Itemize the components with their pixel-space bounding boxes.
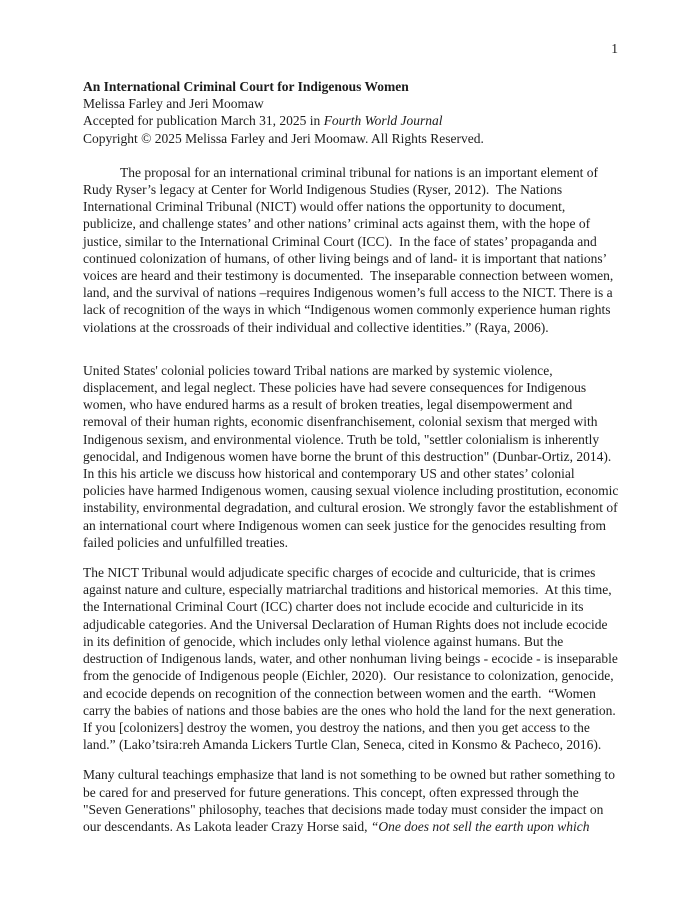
acceptance-line	[83, 112, 619, 129]
copyright-line: Copyright © 2025 Melissa Farley and Jeri Moomaw. All Rights Reserved.	[83, 130, 484, 146]
crazy-horse-quote: “One does not sell the earth upon which	[370, 818, 590, 834]
paragraph-cultural-teachings	[83, 766, 619, 835]
authors-line: Melissa Farley and Jeri Moomaw	[83, 96, 264, 112]
paragraph-tribunal-proposal: The proposal for an international criminal tribunal for nations is an important element of Rudy Ryser’s legacy at Center for World Indigenous Studies (Ryser, 2012). The Nations International Criminal Tribunal (NICT) would offer nations the opportunity to document, publicize, and challenge states’ and other nations’ criminal acts against them, with the hope of justice, similar to the International Criminal Court (ICC). In the face of states’ propaganda and continued colonization of humans, of other living beings and of land- it is important that nations’ voices are heard and their testimony is documented. The inseparable connection between women, land, and the survival of nations –requires Indigenous women’s full access to the NICT. There is a lack of recognition of the ways in which “Indigenous women commonly experience human rights violations at the crossroads of their individual and collective identities.” (Raya, 2006).	[83, 164, 617, 335]
article-title: An International Criminal Court for Indigenous Women	[83, 79, 409, 94]
paragraph-colonial-policies: United States' colonial policies toward Tribal nations are marked by systemic violence, displacement, and legal neglect. These policies have had severe consequences for Indigenous women, who have endured harms as a result of broken treaties, legal disempowerment and removal of their human rights, economic disenfranchisement, colonial sexism that merged with Indigenous sexism, and environmental violence. Truth be told, "settler colonialism is inherently genocidal, and Indigenous women have borne the brunt of this destruction" (Dunbar-Ortiz, 2014). In this his article we discuss how historical and contemporary US and other states’ colonial policies have harmed Indigenous women, causing sexual violence including prostitution, economic instability, environmental degradation, and cultural erosion. We strongly favor the establishment of an international court where Indigenous women can seek justice for the genocides resulting from failed policies and unfulfilled treaties.	[83, 362, 622, 550]
acceptance-text: Accepted for publication March 31, 2025 in	[83, 113, 324, 129]
document-content	[83, 78, 623, 835]
paragraph-nict-tribunal: The NICT Tribunal would adjudicate specific charges of ecocide and culturicide, that is crimes against nature and culture, especially matriarchal traditions and historical memories. At this time, the International Criminal Court (ICC) charter does not include ecocide and culturicide in its adjudicable categories. And the Universal Declaration of Human Rights does not include ecocide in its definition of genocide, which includes only lethal violence against humans. But the destruction of Indigenous lands, water, and other nonhuman living beings - ecocide - is inseparable from the genocide of Indigenous people (Eichler, 2020). Our resistance to colonization, genocide, and ecocide depends on recognition of the connection between women and the earth. “Women carry the babies of nations and those babies are the ones who hold the land for the next generation. If you [colonizers] destroy the women, you destroy the nations, and then you get access to the land.” (Lako’tsira:reh Amanda Lickers Turtle Clan, Seneca, cited in Konsmo & Pacheco, 2016).	[83, 565, 623, 753]
cultural-teachings-text: Many cultural teachings emphasize that land is not something to be owned but rather something to be cared for and preserved for future generations. This concept, often expressed through the "Seven Generations" philosophy, teaches that decisions made today must consider the impact on our descendants. As Lakota leader Crazy Horse said,	[83, 767, 619, 834]
journal-name: Fourth World Journal	[323, 113, 443, 129]
page-number: 1	[611, 41, 618, 56]
